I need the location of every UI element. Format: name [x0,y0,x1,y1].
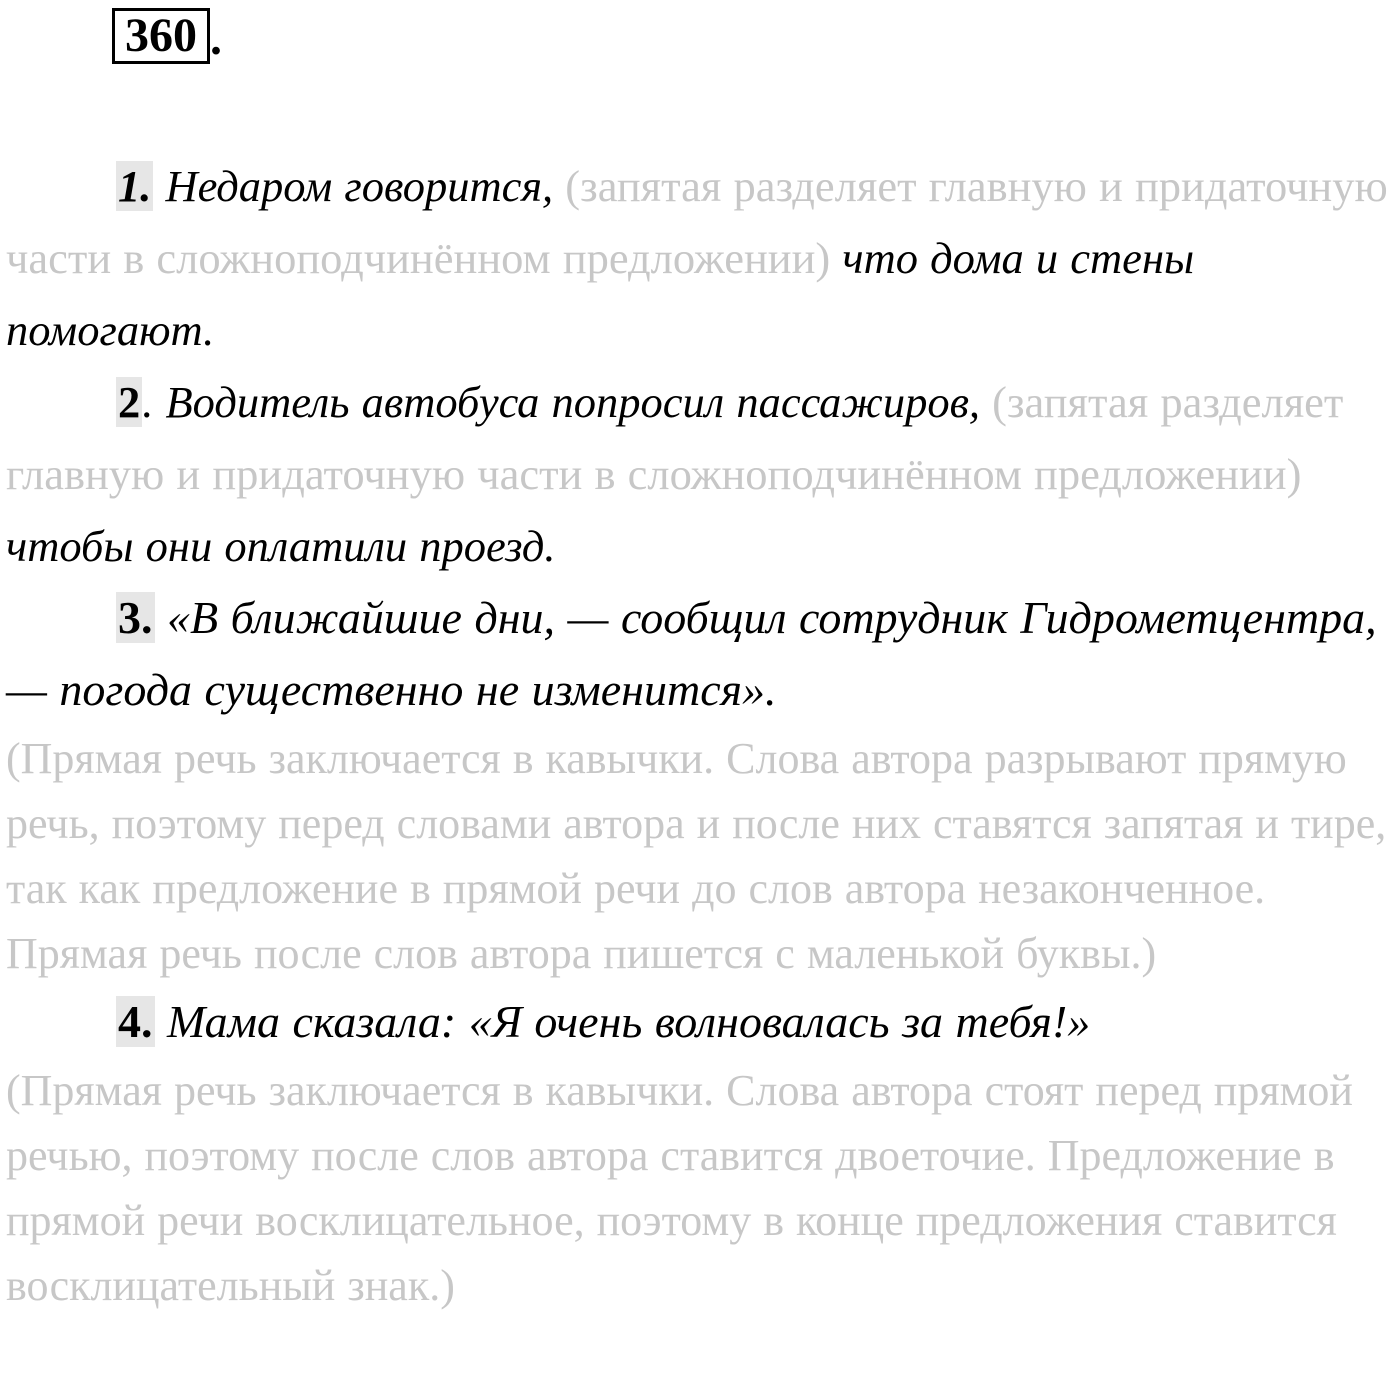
item-1-comment: (запятая разделяет главную и придаточную части в сложноподчинённом предложении) [6,161,1388,283]
item-3-number: 3. [118,592,153,643]
item-1-answer-a: Недаром говорится, [165,161,554,211]
exercise-number-box: 360 [112,8,210,64]
item-2-answer-b: чтобы они оплатили проезд. [6,521,556,571]
item-3 [6,582,1394,986]
item-2-number: 2 [118,377,141,427]
exercise-number [6,8,222,65]
item-1 [6,150,1394,366]
item-2 [6,366,1394,582]
item-1-answer-b: что дома и стены помогают. [6,233,1195,355]
item-4-comment: (Прямая речь заключается в кавычки. Слова автора стоят перед прямой речью, поэтому после слов автора ставится двоеточие. Предложение в прямой речи восклицательное, поэтому в конце предложения ставится восклицательный знак.) [6,1066,1353,1310]
item-1-number: 1. [118,161,152,211]
item-4-answer: Мама сказала: «Я очень волновалась за тебя!» [167,996,1091,1047]
item-4 [6,986,1394,1318]
item-4-number: 4. [118,996,153,1047]
item-2-answer-a: Водитель автобуса попросил пассажиров, [165,377,981,427]
exercise-number-dot: . [210,12,222,65]
item-2-number-suffix: . [142,377,154,427]
item-3-comment: (Прямая речь заключается в кавычки. Слова автора разрывают прямую речь, поэтому перед словами автора и после них ставятся запятая и тире, так как предложение в прямой речи до слов автора незаконченное. Прямая речь после слов автора пишется с маленькой буквы.) [6,734,1387,978]
item-3-answer: «В ближайшие дни, — сообщил сотрудник Гидрометцентра, — погода существенно не изменится». [6,592,1377,715]
item-2-comment: (запятая разделяет главную и придаточную части в сложноподчинённом предложении) [6,377,1344,499]
exercise-body [6,150,1394,1318]
